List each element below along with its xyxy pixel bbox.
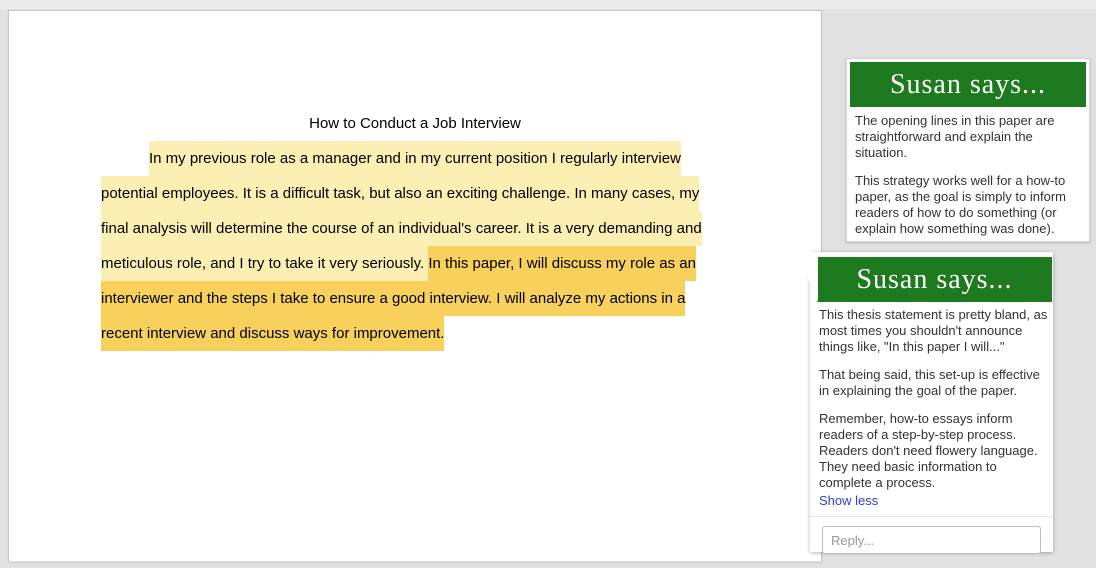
show-less-link[interactable]: Show less (819, 493, 879, 508)
reply-input[interactable] (822, 526, 1041, 554)
comment-anchor-pointer (797, 252, 818, 302)
comment-paragraph: Remember, how-to essays inform readers of a step-by-step process. Readers don't need flowery language. They need basic information to complete a process. (819, 411, 1038, 490)
comment-panel-active[interactable] (810, 252, 1053, 552)
comment-header-banner: Susan says... (817, 257, 1052, 302)
comment-card-top[interactable] (846, 58, 1090, 242)
comment-paragraph: This strategy works well for a how-to paper, as the goal is simply to inform readers of how to do something (or explain how something was done). (855, 173, 1066, 236)
comment-paragraph: This thesis statement is pretty bland, as most times you shouldn't announce things like, "In this paper I will..." (819, 307, 1048, 354)
highlighted-text-light[interactable]: In my previous role as a manager and in my current position I regularly interview potential employees. It is a difficult task, but also an exciting challenge. In many cases, my final analysis will determine the course of an individual's career. It is a very demanding and meticulous role, and I try to take it very seriously. (101, 141, 702, 281)
background-top-strip (0, 0, 1096, 9)
highlighted-text-dark[interactable]: In this paper, I will discuss my role as an interviewer and the steps I take to ensure a good interview. I will analyze my actions in a recent interview and discuss ways for improvement. (101, 246, 696, 351)
comment-body (850, 107, 1086, 243)
comment-body (817, 302, 1053, 516)
document-page[interactable] (8, 10, 822, 562)
comment-thread (810, 257, 1053, 517)
document-paragraph[interactable] (101, 141, 726, 351)
comment-paragraph: That being said, this set-up is effective in explaining the goal of the paper. (819, 367, 1040, 398)
comment-paragraph: The opening lines in this paper are straightforward and explain the situation. (855, 113, 1055, 160)
document-title[interactable]: How to Conduct a Job Interview (309, 115, 521, 132)
comment-header-banner: Susan says... (850, 62, 1086, 107)
